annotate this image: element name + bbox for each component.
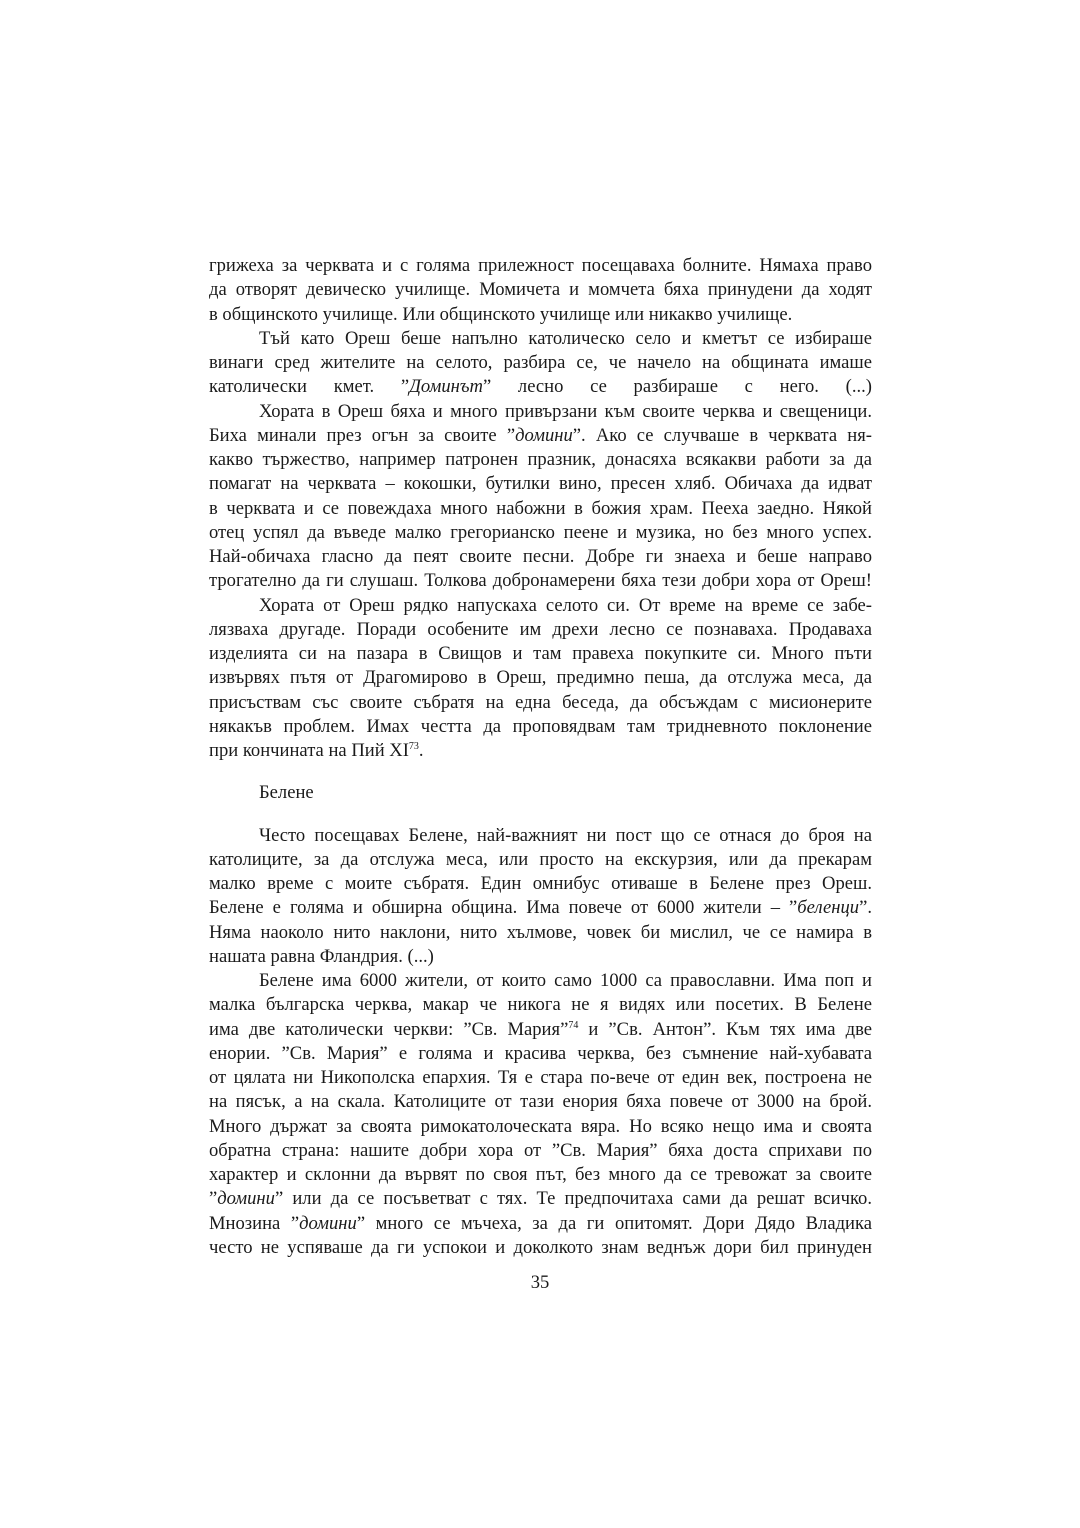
text-line: лязваха другаде. Поради особените им дрехи лесно се познаваха. Продаваха [209, 618, 872, 640]
text-line: винаги сред жителите на селото, разбира се, че начело на общината имаше [209, 352, 872, 373]
text-line: Много държат за своята римокатолоческата вяра. Но всяко нещо има и своята [209, 1115, 872, 1137]
text-line: Хората в Ореш бяха и много привързани към своите черква и свещеници. [259, 400, 872, 422]
text-line: някакъв проблем. Имах честта да проповядвам там тридневното поклонение [209, 715, 872, 737]
text-run: Белене е голяма и обширна община. Има повече от 6000 жители – ” [209, 897, 798, 919]
text-line [209, 1187, 872, 1211]
text-line: грижеха за черквата и с голяма прилежност посещаваха болните. Нямаха право [209, 255, 872, 276]
text-line: отец успял да въведе малко грегорианско пеене и музика, но без много успех. [209, 521, 872, 543]
footnote-ref: 74 [568, 1019, 579, 1031]
text-line: присъствам със своите събратя на една беседа, да обсъждам с мисионерите [209, 691, 872, 713]
text-run: при кончината на Пий XI [209, 740, 409, 761]
page-number: 35 [530, 1272, 550, 1293]
paragraph-6 [209, 969, 872, 1260]
text-line: да отворят девическо училище. Момичета и момчета бяха принудени да ходят [209, 279, 872, 301]
text-line [209, 896, 872, 920]
text-line [209, 375, 872, 399]
italic-term: домини [217, 1188, 275, 1210]
text-run: ”. [859, 897, 872, 919]
text-line [209, 424, 872, 448]
text-line: малко време с моите събратя. Един омнибус отиваше в Белене през Ореш. [209, 873, 872, 894]
paragraph-4 [209, 594, 872, 764]
text-line: енории. ”Св. Мария” е голяма и красива черква, без съмнение най-хубавата [209, 1042, 872, 1064]
text-line: Няма наоколо нито наклони, нито хълмове, човек би мислил, че се намира в [209, 921, 872, 943]
text-line: нашата равна Фландрия. (...) [209, 945, 434, 967]
body-text [209, 254, 872, 1260]
text-line [209, 1018, 872, 1042]
italic-term: домини [515, 424, 573, 446]
text-run: католически кмет. ” [209, 376, 410, 398]
text-line: от цялата ни Никополска епархия. Тя е стара по-вече от един век, построена не [209, 1067, 872, 1088]
text-line: изделията си на пазара в Свищов и там правеха покупките си. Много пъти [209, 643, 872, 664]
italic-term: домини [299, 1212, 357, 1234]
text-line: в общинското училище. Или общинското училище или никакво училище. [209, 303, 793, 325]
text-line: Най-обичаха гласно да пеят своите песни. Добре ги знаеха и беше направо [209, 546, 872, 567]
text-line: характер и склонни да вървят по своя път, без много да се тревожат за своите [209, 1164, 872, 1185]
text-line: католиците, за да отслужа меса, или просто на екскурзия, или да прекарам [209, 848, 872, 870]
text-run: и ”Св. Антон”. Към тях има две [578, 1018, 872, 1040]
text-line [209, 1212, 872, 1236]
text-line: често не успяваше да ги успокои и доколкото знам веднъж дори бил принуден [209, 1236, 872, 1258]
text-run: Биха минали през огън за своите ” [209, 424, 516, 446]
text-line: помагат на черквата – кокошки, бутилки вино, пресен хляб. Обичаха да идват [209, 473, 872, 495]
text-run: . [418, 740, 424, 761]
italic-term: беленци [797, 897, 860, 919]
text-run: ” [209, 1188, 218, 1210]
text-run: има две католически черкви: ”Св. Мария” [209, 1018, 569, 1040]
text-line: Тъй като Ореш беше напълно католическо село и кметът се избираше [259, 327, 872, 349]
paragraph-5 [209, 824, 872, 970]
text-line: Често посещавах Белене, най-важният ни пост що се отнася до броя на [259, 824, 872, 846]
paragraph-3 [209, 400, 872, 594]
footnote-ref: 73 [408, 741, 419, 752]
paragraph-1 [209, 254, 872, 327]
text-line: обратна страна: нашите добри хора от ”Св. Мария” бяха доста сприхави по [209, 1139, 872, 1161]
text-line: Хората от Ореш рядко напускаха селото си. От време на време се забе- [259, 594, 872, 616]
italic-term: Доминът [409, 376, 483, 398]
text-line: какво тържество, например патронен празник, донасяха всякакви работи за да [209, 449, 872, 470]
text-line: малка българска черква, макар че никога не я видях или посетих. В Белене [209, 994, 872, 1016]
text-run: ” или да се посъветват с тях. Те предпочитаха сами да решат всичко. [274, 1188, 872, 1210]
text-run: ”. Ако се случваше в черквата ня- [572, 424, 872, 446]
text-line: в черквата и се повеждаха много набожни в божия храм. Пееха заедно. Някой [209, 497, 872, 519]
text-line: Белене има 6000 жители, от които само 1000 са православни. Има поп и [259, 970, 872, 991]
text-line: на пясък, а на скала. Католиците от тази енория бяха повече от 3000 на брой. [209, 1091, 872, 1113]
text-line: извървях пътя от Драгомирово в Ореш, предимно пеша, да отслужа меса, да [209, 667, 872, 689]
text-run: Мнозина ” [209, 1212, 300, 1234]
text-run: ” много се мъчеха, за да ги опитомят. Дори Дядо Владика [356, 1212, 872, 1234]
text-line [209, 739, 872, 763]
text-run: ” лесно се разбираше с него. (...) [482, 376, 872, 398]
section-heading: Белене [259, 782, 314, 804]
paragraph-2 [209, 327, 872, 400]
text-line: трогателно да ги слушаш. Толкова добронамерени бяха тези добри хора от Ореш! [209, 570, 872, 592]
